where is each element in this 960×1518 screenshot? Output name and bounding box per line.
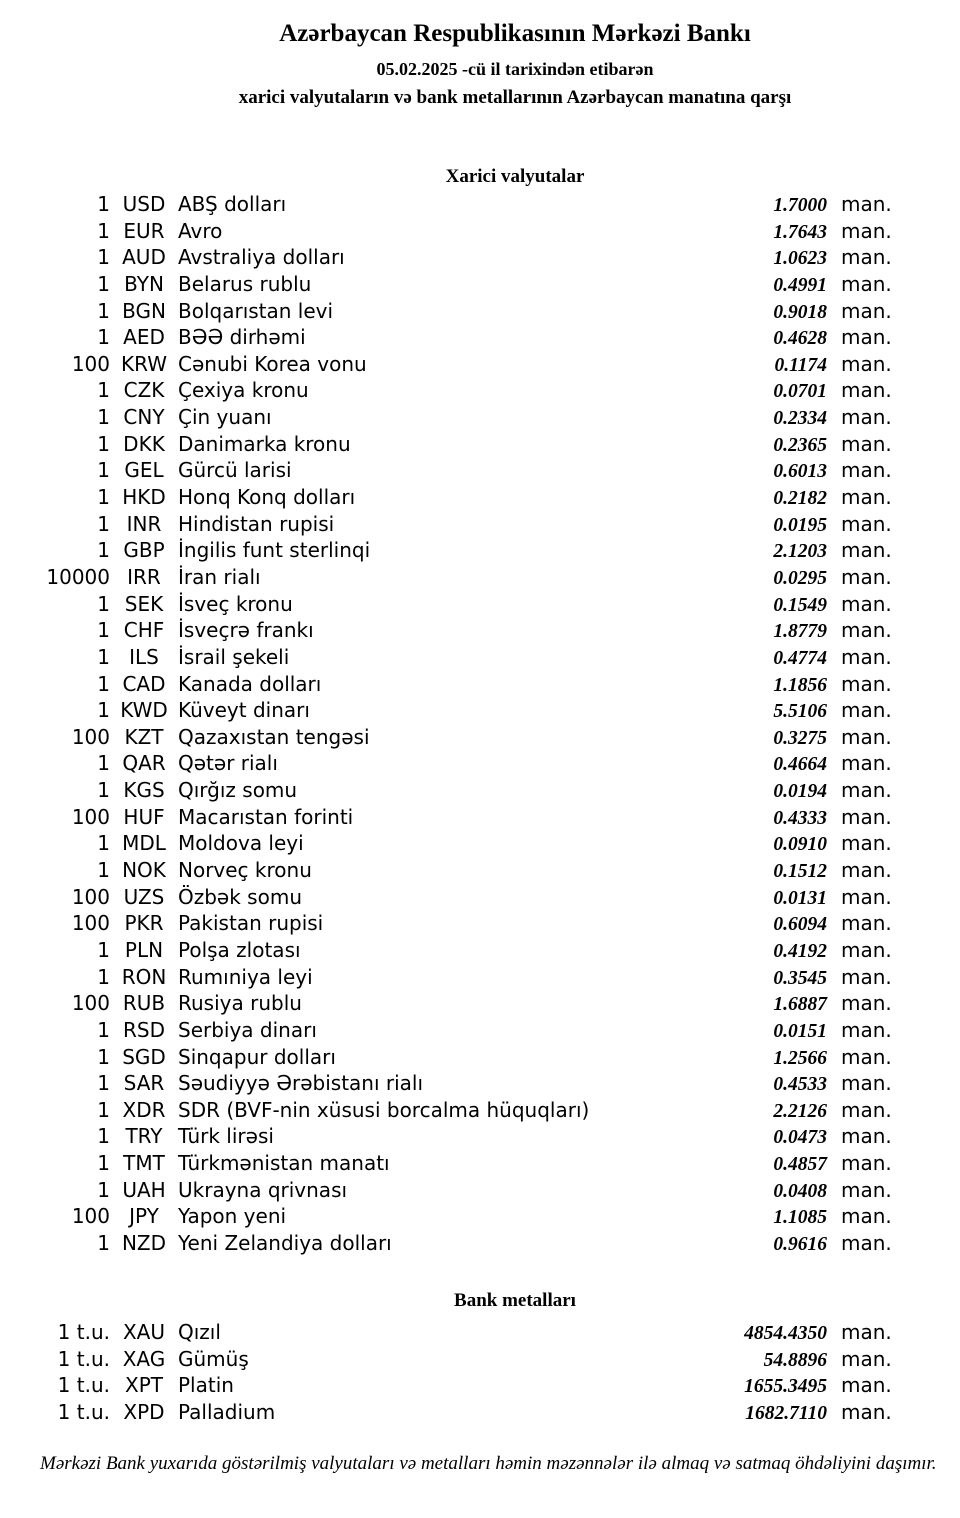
quantity: 1 — [97, 405, 110, 430]
rate-row — [0, 218, 960, 245]
rate-value: 0.2365 — [773, 434, 827, 456]
quantity: 1 — [97, 192, 110, 216]
rate-value: 0.4774 — [773, 647, 827, 669]
unit-label: man. — [841, 1373, 892, 1398]
rate-value: 0.3275 — [773, 727, 827, 749]
currency-code: KZT — [124, 724, 164, 749]
currency-name: Gümüş — [178, 1346, 249, 1371]
currency-code: USD — [122, 192, 166, 216]
rate-row — [0, 644, 960, 671]
quantity: 1 t.u. — [57, 1320, 110, 1344]
currency-name: Çexiya kronu — [178, 378, 309, 403]
currency-code: KWD — [120, 698, 168, 723]
quantity: 100 — [71, 804, 110, 829]
currency-name: Qətər rialı — [178, 751, 278, 776]
unit-label: man. — [841, 884, 892, 909]
footer-note: Mərkəzi Bank yuxarıda göstərilmiş valyutaları və metalları həmin məzənnələr ilə almaq və satmaq öhdəliyini daşımır. — [40, 1453, 937, 1474]
quantity: 1 — [97, 298, 110, 323]
unit-label: man. — [841, 724, 892, 749]
rate-value: 2.1203 — [773, 541, 827, 563]
quantity: 1 — [97, 1151, 110, 1176]
metals-table — [0, 1319, 960, 1426]
rate-row — [0, 1123, 960, 1150]
quantity: 1 — [97, 1071, 110, 1096]
unit-label: man. — [841, 1097, 892, 1122]
rate-value: 0.9616 — [773, 1233, 827, 1255]
quantity: 1 t.u. — [57, 1346, 110, 1371]
currency-code: RUB — [122, 991, 166, 1016]
quantity: 1 — [97, 538, 110, 563]
currency-name: Pakistan rupisi — [178, 911, 324, 936]
currency-name: İsrail şekeli — [178, 644, 290, 669]
unit-label: man. — [841, 1230, 892, 1255]
rate-row — [0, 1177, 960, 1204]
rate-row — [0, 697, 960, 724]
unit-label: man. — [841, 511, 892, 536]
rate-row — [0, 1372, 960, 1399]
currency-name: Bolqarıstan levi — [178, 298, 334, 323]
currency-name: İngilis funt sterlinqi — [178, 538, 371, 563]
currency-name: İsveçrə frankı — [178, 618, 314, 643]
rate-row — [0, 777, 960, 804]
currency-code: EUR — [123, 218, 165, 243]
metals-section-title: Bank metalları — [454, 1290, 576, 1311]
rate-value: 1682.7110 — [745, 1402, 827, 1424]
rate-row — [0, 191, 960, 218]
currency-name: Gürcü larisi — [178, 458, 292, 483]
rate-value: 0.9018 — [773, 301, 827, 323]
currency-name: İsveç kronu — [178, 591, 293, 616]
quantity: 1 — [97, 271, 110, 296]
unit-label: man. — [841, 937, 892, 962]
quantity: 1 — [97, 431, 110, 456]
quantity: 100 — [71, 884, 110, 909]
quantity: 1 — [97, 964, 110, 989]
rate-value: 0.0701 — [773, 381, 827, 403]
rate-value: 0.0194 — [773, 781, 827, 803]
rate-row — [0, 990, 960, 1017]
rate-value: 1655.3495 — [744, 1376, 827, 1398]
currency-code: UZS — [123, 884, 165, 909]
rate-value: 5.5106 — [773, 701, 827, 723]
rate-value: 0.6013 — [773, 461, 827, 483]
currency-name: ABŞ dolları — [178, 192, 287, 216]
rate-value: 0.1549 — [773, 594, 827, 616]
unit-label: man. — [841, 245, 892, 270]
quantity: 100 — [71, 351, 110, 376]
rate-row — [0, 271, 960, 298]
unit-label: man. — [841, 1177, 892, 1202]
rate-value: 1.8779 — [773, 621, 827, 643]
quantity: 10000 — [46, 564, 110, 589]
rate-row — [0, 298, 960, 325]
unit-label: man. — [841, 564, 892, 589]
currency-code: RON — [121, 964, 167, 989]
rate-value: 54.8896 — [763, 1349, 827, 1371]
quantity: 1 — [97, 1017, 110, 1042]
unit-label: man. — [841, 485, 892, 510]
unit-label: man. — [841, 405, 892, 430]
rate-row — [0, 724, 960, 751]
rate-row — [0, 1319, 960, 1346]
quantity: 1 — [97, 778, 110, 803]
unit-label: man. — [841, 858, 892, 883]
unit-label: man. — [841, 1151, 892, 1176]
currency-name: Yeni Zelandiya dolları — [178, 1230, 392, 1255]
rate-row — [0, 351, 960, 378]
currency-name: Cənubi Korea vonu — [178, 351, 367, 376]
currency-code: AED — [123, 325, 165, 350]
currency-code: UAH — [122, 1177, 166, 1202]
unit-label: man. — [841, 911, 892, 936]
unit-label: man. — [841, 618, 892, 643]
rate-value: 1.0623 — [773, 248, 827, 270]
unit-label: man. — [841, 964, 892, 989]
currency-name: Honq Konq dolları — [178, 485, 356, 510]
currency-name: Ukrayna qrivnası — [178, 1177, 348, 1202]
currency-code: DKK — [123, 431, 165, 456]
rate-value: 1.7000 — [773, 195, 827, 216]
currency-name: Sinqapur dolları — [178, 1044, 336, 1069]
unit-label: man. — [841, 1017, 892, 1042]
quantity: 1 — [97, 458, 110, 483]
unit-label: man. — [841, 218, 892, 243]
unit-label: man. — [841, 1124, 892, 1149]
currency-name: Kanada dolları — [178, 671, 322, 696]
quantity: 1 — [97, 1177, 110, 1202]
currency-code: TMT — [123, 1151, 165, 1176]
quantity: 1 t.u. — [57, 1399, 110, 1424]
quantity: 1 — [97, 245, 110, 270]
currency-code: ILS — [129, 644, 159, 669]
rate-value: 0.1512 — [773, 861, 827, 883]
rate-value: 0.1174 — [774, 354, 827, 376]
quantity: 1 — [97, 671, 110, 696]
rate-row — [0, 857, 960, 884]
currency-code: RSD — [123, 1017, 165, 1042]
rate-value: 1.1856 — [773, 674, 827, 696]
rate-value: 0.0408 — [773, 1180, 827, 1202]
currency-code: PKR — [124, 911, 164, 936]
rate-value: 0.0131 — [773, 887, 827, 909]
quantity: 100 — [71, 911, 110, 936]
rate-row — [0, 750, 960, 777]
rate-row — [0, 910, 960, 937]
rate-row — [0, 564, 960, 591]
currency-code: BYN — [124, 271, 164, 296]
unit-label: man. — [841, 192, 892, 216]
quantity: 1 — [97, 1230, 110, 1255]
rate-row — [0, 1203, 960, 1230]
unit-label: man. — [841, 351, 892, 376]
currency-code: SGD — [122, 1044, 166, 1069]
currency-name: Macarıstan forinti — [178, 804, 354, 829]
rate-row — [0, 830, 960, 857]
currency-code: INR — [126, 511, 162, 536]
rate-value: 0.4533 — [773, 1074, 827, 1096]
rate-row — [0, 457, 960, 484]
unit-label: man. — [841, 804, 892, 829]
quantity: 1 t.u. — [57, 1373, 110, 1398]
quantity: 1 — [97, 1044, 110, 1069]
currency-name: Avstraliya dolları — [178, 245, 345, 270]
rate-row — [0, 804, 960, 831]
currency-name: Moldova leyi — [178, 831, 304, 856]
rate-row — [0, 1230, 960, 1257]
unit-label: man. — [841, 538, 892, 563]
rate-row — [0, 884, 960, 911]
currency-code: SAR — [123, 1071, 165, 1096]
quantity: 1 — [97, 937, 110, 962]
rate-value: 0.4857 — [773, 1154, 827, 1176]
rate-row — [0, 377, 960, 404]
currency-code: CNY — [123, 405, 165, 430]
currency-name: SDR (BVF-nin xüsusi borcalma hüquqları) — [178, 1097, 590, 1122]
currency-code: HKD — [122, 485, 166, 510]
unit-label: man. — [841, 431, 892, 456]
rate-value: 0.3545 — [773, 967, 827, 989]
unit-label: man. — [841, 991, 892, 1016]
currency-code: JPY — [129, 1204, 159, 1229]
quantity: 100 — [71, 1204, 110, 1229]
quantity: 1 — [97, 858, 110, 883]
rate-value: 0.0295 — [773, 567, 827, 589]
rate-row — [0, 1097, 960, 1124]
currency-code: KGS — [123, 778, 165, 803]
currency-code: NZD — [121, 1230, 167, 1255]
quantity: 1 — [97, 325, 110, 350]
unit-label: man. — [841, 591, 892, 616]
currency-code: TRY — [125, 1124, 163, 1149]
quantity: 1 — [97, 1124, 110, 1149]
currencies-section-title: Xarici valyutalar — [445, 166, 585, 187]
currency-code: GEL — [124, 458, 164, 483]
rate-row — [0, 1346, 960, 1373]
currency-name: Qırğız somu — [178, 778, 298, 803]
currency-name: Səudiyyə Ərəbistanı rialı — [178, 1071, 424, 1096]
unit-label: man. — [841, 1204, 892, 1229]
rate-value: 1.6887 — [773, 994, 827, 1016]
quantity: 1 — [97, 618, 110, 643]
rate-value: 0.4192 — [773, 940, 827, 962]
currency-code: CHF — [123, 618, 165, 643]
currency-name: Küveyt dinarı — [178, 698, 310, 723]
unit-label: man. — [841, 458, 892, 483]
currency-name: Yapon yeni — [178, 1204, 287, 1229]
rate-row — [0, 1044, 960, 1071]
currency-code: XDR — [122, 1097, 166, 1122]
currency-name: Özbək somu — [178, 884, 302, 909]
quantity: 1 — [97, 591, 110, 616]
rate-row — [0, 1070, 960, 1097]
rate-value: 0.0910 — [773, 834, 827, 856]
currency-code: HUF — [123, 804, 165, 829]
currency-code: XAG — [122, 1346, 166, 1371]
quantity: 1 — [97, 751, 110, 776]
unit-label: man. — [841, 671, 892, 696]
rate-row — [0, 591, 960, 618]
rate-row — [0, 484, 960, 511]
currencies-table — [0, 191, 960, 1257]
currency-code: IRR — [127, 564, 161, 589]
currency-name: Çin yuanı — [178, 405, 272, 430]
currency-name: Norveç kronu — [178, 858, 312, 883]
rate-value: 0.4628 — [773, 328, 827, 350]
rate-row — [0, 511, 960, 538]
quantity: 1 — [97, 698, 110, 723]
rate-row — [0, 324, 960, 351]
rate-value: 0.0473 — [773, 1127, 827, 1149]
quantity: 100 — [71, 724, 110, 749]
currency-code: GBP — [123, 538, 165, 563]
currency-code: NOK — [122, 858, 166, 883]
unit-label: man. — [841, 751, 892, 776]
unit-label: man. — [841, 325, 892, 350]
currency-name: Türkmənistan manatı — [178, 1151, 390, 1176]
page-title: Azərbaycan Respublikasının Mərkəzi Bankı — [279, 20, 751, 47]
unit-label: man. — [841, 1071, 892, 1096]
currency-name: Belarus rublu — [178, 271, 312, 296]
rate-row — [0, 1017, 960, 1044]
rate-row — [0, 244, 960, 271]
rate-row — [0, 1150, 960, 1177]
currency-code: CAD — [122, 671, 166, 696]
currency-name: Platin — [178, 1373, 234, 1398]
rate-value: 1.1085 — [773, 1207, 827, 1229]
rate-row — [0, 431, 960, 458]
currency-name: Türk lirəsi — [178, 1124, 274, 1149]
rate-value: 1.7643 — [773, 221, 827, 243]
currency-code: MDL — [122, 831, 166, 856]
rate-value: 2.2126 — [773, 1100, 827, 1122]
rate-row — [0, 671, 960, 698]
quantity: 1 — [97, 485, 110, 510]
rate-row — [0, 964, 960, 991]
effective-date-line: 05.02.2025 -cü il tarixindən etibarən — [376, 59, 654, 79]
currency-code: XPD — [123, 1399, 165, 1424]
quantity: 1 — [97, 831, 110, 856]
quantity: 1 — [97, 378, 110, 403]
rate-value: 4854.4350 — [744, 1323, 827, 1344]
currency-name: Serbiya dinarı — [178, 1017, 317, 1042]
rate-value: 0.0151 — [773, 1020, 827, 1042]
rate-value: 0.4333 — [773, 807, 827, 829]
unit-label: man. — [841, 1346, 892, 1371]
currency-code: KRW — [121, 351, 167, 376]
currency-code: SEK — [124, 591, 164, 616]
currency-code: BGN — [122, 298, 166, 323]
rate-value: 1.2566 — [773, 1047, 827, 1069]
unit-label: man. — [841, 644, 892, 669]
quantity: 1 — [97, 511, 110, 536]
unit-label: man. — [841, 1320, 892, 1344]
currency-name: BƏƏ dirhəmi — [178, 325, 306, 350]
currency-name: Qızıl — [178, 1320, 221, 1344]
currency-name: İran rialı — [178, 564, 261, 589]
currency-name: Avro — [178, 218, 223, 243]
currency-name: Hindistan rupisi — [178, 511, 335, 536]
rate-value: 0.2334 — [773, 408, 827, 430]
quantity: 1 — [97, 218, 110, 243]
currency-name: Rumıniya leyi — [178, 964, 313, 989]
unit-label: man. — [841, 378, 892, 403]
rate-row — [0, 1399, 960, 1426]
currency-code: CZK — [123, 378, 165, 403]
rate-value: 0.0195 — [773, 514, 827, 536]
rate-value: 0.2182 — [773, 488, 827, 510]
description-line: xarici valyutaların və bank metallarının Azərbaycan manatına qarşı — [238, 87, 792, 108]
unit-label: man. — [841, 778, 892, 803]
rate-row — [0, 937, 960, 964]
rate-row — [0, 404, 960, 431]
rate-value: 0.4664 — [773, 754, 827, 776]
rate-row — [0, 537, 960, 564]
rate-value: 0.4991 — [773, 274, 827, 296]
currency-name: Rusiya rublu — [178, 991, 302, 1016]
unit-label: man. — [841, 271, 892, 296]
unit-label: man. — [841, 698, 892, 723]
quantity: 1 — [97, 644, 110, 669]
quantity: 1 — [97, 1097, 110, 1122]
quantity: 100 — [71, 991, 110, 1016]
currency-code: XAU — [122, 1320, 166, 1344]
currency-code: QAR — [122, 751, 166, 776]
currency-code: PLN — [124, 937, 164, 962]
rate-value: 0.6094 — [773, 914, 827, 936]
currency-name: Palladium — [178, 1399, 276, 1424]
unit-label: man. — [841, 1399, 892, 1424]
unit-label: man. — [841, 831, 892, 856]
unit-label: man. — [841, 1044, 892, 1069]
currency-name: Danimarka kronu — [178, 431, 351, 456]
currency-name: Polşa zlotası — [178, 937, 301, 962]
currency-name: Qazaxıstan tengəsi — [178, 724, 370, 749]
rate-row — [0, 617, 960, 644]
currency-code: XPT — [125, 1373, 163, 1398]
unit-label: man. — [841, 298, 892, 323]
currency-code: AUD — [122, 245, 166, 270]
